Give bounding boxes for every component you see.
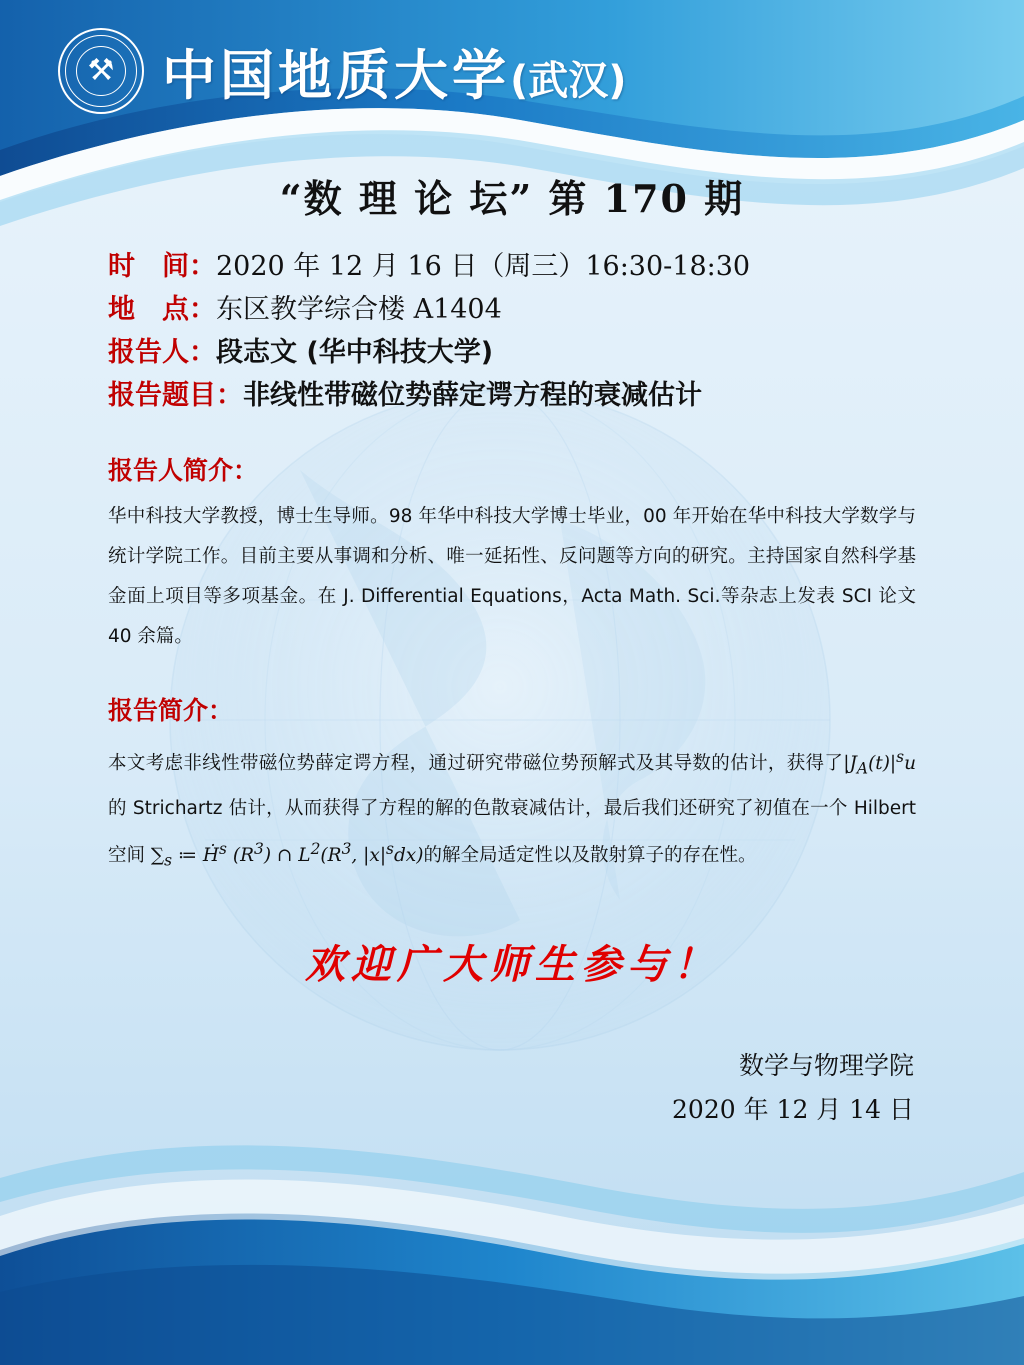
abstract-formula-1: $|J_A(t)|^su$ xyxy=(843,748,916,778)
university-name-text: 中国地质大学 xyxy=(162,43,510,107)
meta-row-time xyxy=(108,245,1024,288)
abstract-part-3: 的解全局适定性以及散射算子的存在性。 xyxy=(423,845,757,866)
meta-value-topic: 非线性带磁位势薛定谔方程的衰减估计 xyxy=(243,380,702,411)
signature-block xyxy=(0,1044,914,1132)
event-meta-list xyxy=(108,245,1024,417)
meta-row-topic xyxy=(108,374,1024,417)
meta-row-location xyxy=(108,288,1024,331)
speaker-bio-text: 华中科技大学教授，博士生导师。98 年华中科技大学博士毕业，00 年开始在华中科技大学数学与统计学院工作。目前主要从事调和分析、唯一延拓性、反问题等方向的研究。主持国家自然科学基金面上项目等多项基金。在 J. Differential Equations，Acta Math. Sci.等杂志上发表 SCI 论文 40 余篇。 xyxy=(108,506,916,647)
abstract-heading: 报告简介： xyxy=(108,696,234,725)
welcome-message: 欢迎广大师生参与！ xyxy=(305,941,719,988)
meta-label-time: 时 间： xyxy=(108,251,216,282)
abstract-formula-2: $\sum_s$ ≔ Ḣ$^s$ $(R^3)$ ∩ $L^2(R^3$, $|x|^sdx$) xyxy=(145,839,424,870)
abstract-part-1: 本文考虑非线性带磁位势薛定谔方程，通过研究带磁位势预解式及其导数的估计，获得了 xyxy=(108,753,844,775)
meta-value-speaker: 段志文 (华中科技大学) xyxy=(216,337,494,368)
signature-date: 2020 年 12 月 14 日 xyxy=(672,1094,914,1124)
signature-department: 数学与物理学院 xyxy=(738,1050,914,1080)
page-title: “数 理 论 坛” 第 170 期 xyxy=(279,176,745,221)
meta-value-time: 2020 年 12 月 16 日（周三）16:30-18:30 xyxy=(216,251,751,282)
header-logo-block xyxy=(58,28,627,114)
speaker-bio-section xyxy=(108,451,916,657)
poster-content xyxy=(0,168,1024,1132)
abstract-part-2: 的 Strichartz 估计，从而获得了方程的解的色散衰减估计，最后我们还研究了初值在一个 Hilbert 空间 xyxy=(108,797,916,866)
university-city-text: (武汉) xyxy=(510,57,627,104)
meta-label-location: 地 点： xyxy=(108,294,216,325)
university-seal-icon: ⚒ xyxy=(58,28,144,114)
abstract-text xyxy=(108,737,916,881)
meta-label-topic: 报告题目： xyxy=(108,380,243,411)
university-name xyxy=(162,33,627,110)
abstract-section xyxy=(108,691,916,881)
speaker-bio-heading: 报告人简介： xyxy=(108,456,259,485)
meta-label-speaker: 报告人： xyxy=(108,337,216,368)
meta-row-speaker xyxy=(108,331,1024,374)
meta-value-location: 东区教学综合楼 A1404 xyxy=(216,294,502,325)
